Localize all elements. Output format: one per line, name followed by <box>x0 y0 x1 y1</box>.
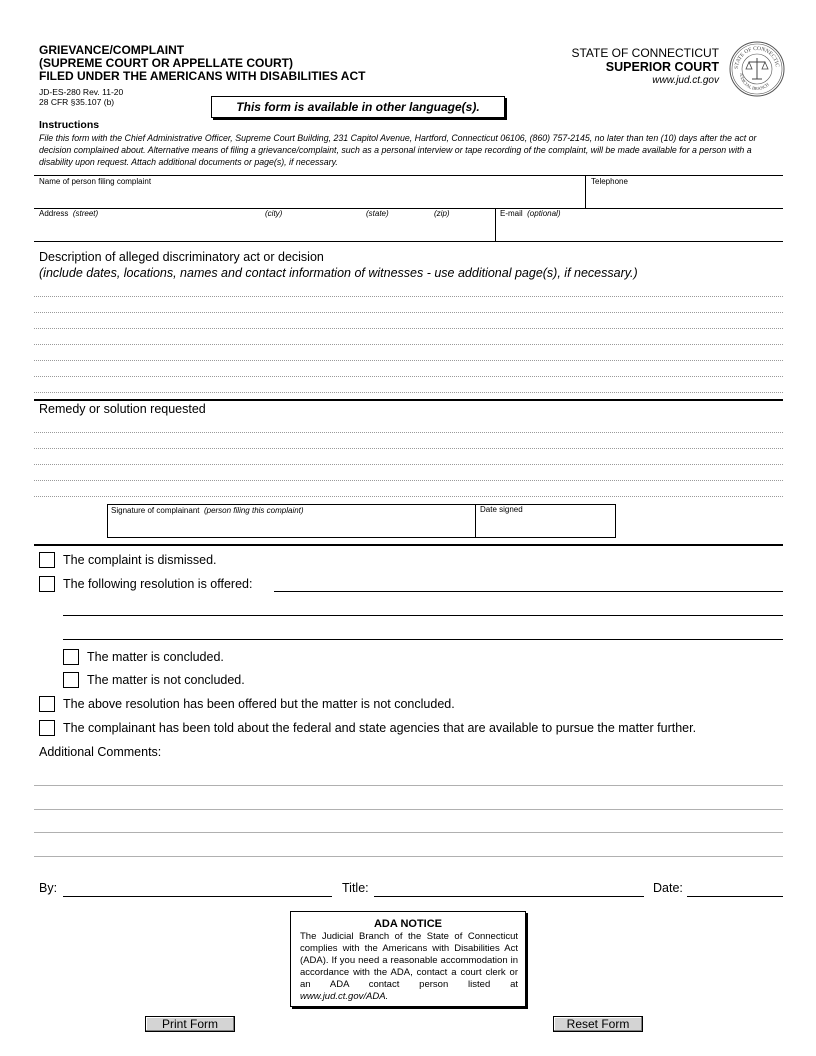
name-label: Name of person filing complaint <box>39 177 152 186</box>
signature-input[interactable] <box>109 516 471 534</box>
form-number-block <box>39 87 123 107</box>
offered-not-concluded-label: The above resolution has been offered but the matter is not concluded. <box>63 697 455 711</box>
ada-notice-link[interactable]: www.jud.ct.gov/ADA. <box>300 991 389 1002</box>
description-input[interactable] <box>34 284 783 394</box>
address-street-hint: (street) <box>72 209 99 218</box>
print-form-button[interactable]: Print Form <box>145 1016 235 1032</box>
date-input[interactable] <box>687 896 783 897</box>
svg-text:JUDICIAL BRANCH <box>739 73 770 91</box>
form-title-line3: FILED UNDER THE AMERICANS WITH DISABILITIES ACT <box>39 69 366 83</box>
address-city-hint: (city) <box>265 209 283 218</box>
section-divider <box>34 544 783 546</box>
email-input[interactable] <box>498 219 780 239</box>
title-label: Title: <box>342 881 369 895</box>
instructions-text: File this form with the Chief Administrative Officer, Supreme Court Building, 231 Capitol Avenue, Hartford, Connecticut 06106, (860) 757-2145, no later than ten (10) days after the act or decision complained about. Alternative means of filing a grievance/complaint, such as a personal interview or tape recording of the complaint, will be made available for a person with a disability upon request. Attach additional documents or page(s), if necessary. <box>39 133 757 167</box>
court-heading <box>571 46 719 88</box>
ada-notice-heading: ADA NOTICE <box>373 918 443 930</box>
dismissed-checkbox[interactable] <box>39 552 55 568</box>
resolution-offered-label: The following resolution is offered: <box>63 577 253 591</box>
by-label: By: <box>39 881 58 895</box>
form-title-line1: GRIEVANCE/COMPLAINT <box>39 43 185 57</box>
form-title <box>39 44 365 83</box>
not-concluded-label: The matter is not concluded. <box>87 673 245 687</box>
offered-not-concluded-checkbox[interactable] <box>39 696 55 712</box>
resolution-input-line[interactable] <box>63 639 783 640</box>
section-divider <box>34 399 783 401</box>
judicial-seal-icon <box>729 41 785 97</box>
resolution-input-line[interactable] <box>274 591 783 592</box>
additional-comments-label: Additional Comments: <box>39 745 162 759</box>
court-name: SUPERIOR COURT <box>605 60 719 74</box>
told-agencies-label: The complainant has been told about the federal and state agencies that are available to pursue the matter further. <box>63 721 697 735</box>
divider <box>34 175 783 176</box>
telephone-label: Telephone <box>591 177 628 186</box>
name-input[interactable] <box>36 187 581 206</box>
told-agencies-checkbox[interactable] <box>39 720 55 736</box>
remedy-heading: Remedy or solution requested <box>39 402 206 416</box>
signature-label <box>111 506 304 515</box>
divider <box>585 175 586 208</box>
divider <box>495 208 496 241</box>
language-notice-link[interactable]: This form is available in other language(s). <box>211 96 505 118</box>
resolution-offered-checkbox[interactable] <box>39 576 55 592</box>
address-input[interactable] <box>36 219 491 239</box>
resolution-input-line[interactable] <box>63 615 783 616</box>
ada-notice-text <box>291 930 525 1003</box>
ada-notice-body: The Judicial Branch of the State of Connecticut complies with the Americans with Disabilities Act (ADA). If you need a reasonable accommodation in accordance with the ADA, contact a court clerk or an ADA contact person listed at <box>300 931 518 990</box>
date-label: Date: <box>653 881 683 895</box>
form-number: JD-ES-280 Rev. 11-20 <box>39 87 124 97</box>
dismissed-label: The complaint is dismissed. <box>63 553 217 567</box>
seal-text-bottom: JUDICIAL BRANCH <box>738 72 770 92</box>
additional-comments-input[interactable] <box>34 764 783 858</box>
address-label-text: Address <box>39 209 69 218</box>
instructions-heading: Instructions <box>39 119 100 131</box>
email-optional-hint: (optional) <box>527 209 561 218</box>
reset-form-button[interactable]: Reset Form <box>553 1016 643 1032</box>
email-label <box>500 209 560 218</box>
date-signed-label: Date signed <box>480 505 523 514</box>
email-label-text: E-mail <box>500 209 523 218</box>
divider <box>34 208 783 209</box>
address-zip-hint: (zip) <box>434 209 450 218</box>
svg-text:STATE OF CONNECTICUT <box>729 41 780 69</box>
form-title-line2: (SUPREME COURT OR APPELLATE COURT) <box>39 56 293 70</box>
telephone-input[interactable] <box>588 187 780 206</box>
description-subheading: (include dates, locations, names and contact information of witnesses - use additional page(s), if necessary.) <box>39 266 638 280</box>
signature-label-note: (person filing this complaint) <box>203 506 304 515</box>
not-concluded-checkbox[interactable] <box>63 672 79 688</box>
date-signed-input[interactable] <box>478 516 612 534</box>
signature-label-text: Signature of complainant <box>111 506 200 515</box>
state-name: STATE OF CONNECTICUT <box>571 46 719 60</box>
concluded-label: The matter is concluded. <box>87 650 224 664</box>
divider <box>34 241 783 242</box>
cfr-reference: 28 CFR §35.107 (b) <box>39 97 115 107</box>
court-website: www.jud.ct.gov <box>652 75 719 86</box>
description-heading-block <box>39 249 638 281</box>
concluded-checkbox[interactable] <box>63 649 79 665</box>
title-input[interactable] <box>374 896 644 897</box>
address-state-hint: (state) <box>366 209 389 218</box>
seal-text-top: STATE OF CONNECTIC <box>733 45 780 70</box>
address-label <box>39 209 98 218</box>
by-input[interactable] <box>63 896 332 897</box>
description-heading: Description of alleged discriminatory act or decision <box>39 250 324 264</box>
ada-notice <box>290 911 526 1007</box>
